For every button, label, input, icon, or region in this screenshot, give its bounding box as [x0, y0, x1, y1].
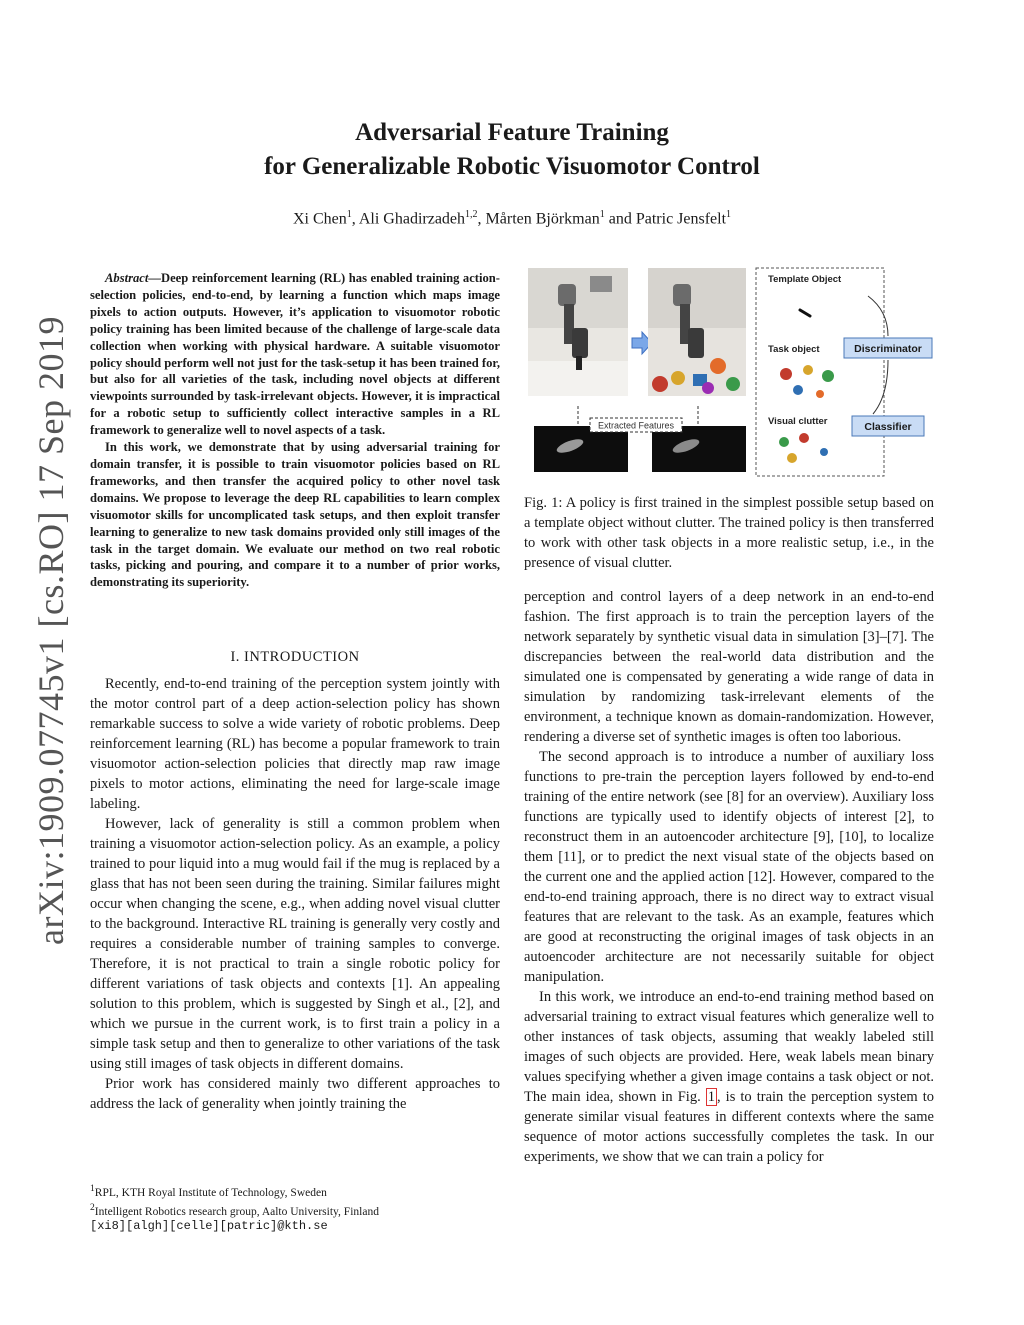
body-paragraph: The second approach is to introduce a number of auxiliary loss functions to pre-train the perception layers followed by end-to-end training of the entire network (see [8] for an overview). Auxiliary loss functions are typically used to identify objects of interest [2], to reconstruct them in an autoencoder architecture [9], [10], to localize them [11], or to predict the next visual state of the objects based on the current one and the applied action [12]. However, compared to the end-to-end training approach, there is no direct way to extract visual features that are relevant to the task. As an example, features which are good at reconstructing the original images of task objects in an autoencoder architecture are not necessarily suitable for object manipulation.	[524, 749, 934, 985]
figure-1	[528, 266, 936, 478]
abstract-paragraph-1	[90, 270, 500, 439]
robot-photo-clutter	[648, 268, 746, 396]
author-name: Mårten Björkman	[485, 210, 600, 228]
abstract-text-1: Deep reinforcement learning (RL) has enabled training action-selection policies, end-to-end, by learning a function which maps image pixels to action outputs. However, it’s application to visuomotor robotic policy training has been limited because of the challenge of large-scale data collection when working with physical hardware. A suitable visuomotor policy should perform well not just for the task-setup it has been trained for, but also for all varieties of the task, including novel objects at different viewpoints surrounded by task-irrelevant objects. However, it is impractical for a robotic setup to sufficiently collect interactive samples in a RL framework to generalize well to novel aspects of a task.	[90, 271, 500, 438]
template-object-label: Template Object	[768, 274, 842, 285]
body-paragraph: However, lack of generality is still a common problem when training a visuomotor action-selection policy. As an example, a policy trained to pour liquid into a mug would fail if the mug is replaced by a glass that has not been seen during the training. Similar failures might occur when changing the scene, e.g., when adding novel visual clutter to the background. Interactive RL training is generally very costly and requires a considerable number of training samples to converge. Therefore, it is not practical to train a single robotic policy for different variations of task objects and contexts [1]. An appealing solution to this problem, which is suggested by Singh et al., [2], and which we pursue in the current work, is to first train a policy in a simple task setup and then to generalize to other variations of the task using still images of task objects in different domains.	[90, 816, 500, 1072]
body-paragraph: perception and control layers of a deep network in an end-to-end fashion. The first approach is to train the perception layers of the network separately by synthetic visual data in simulation [3]–[7]. The discrepancies between the real-world data distribution and the simulated one is compensated by generating a wide range of data in simulation by randomizing task-irrelevant elements of the environment, a technique known as domain-randomization. However, rendering a diverse set of synthetic images is often too laborious.	[524, 589, 934, 745]
discriminator-label: Discriminator	[854, 343, 922, 355]
paper-title-line-2: for Generalizable Robotic Visuomotor Control	[264, 153, 760, 180]
footnote-mark: 2	[90, 1201, 95, 1213]
footnote-text: Intelligent Robotics research group, Aalto University, Finland	[94, 1205, 379, 1218]
object-panel	[756, 268, 884, 476]
author-name: Xi Chen	[292, 210, 347, 228]
footnotes	[90, 1182, 500, 1234]
author-list: Xi Chen$^1$, Ali Ghadirzadeh$^{1,2}$, Mårten Björkman$^1$ and Patric Jensfelt$^1$	[292, 209, 732, 228]
author-conjunction: and	[608, 210, 632, 228]
affiliation-mark: 1	[346, 209, 352, 220]
figure-1-caption: Fig. 1: A policy is first trained in the simplest possible setup based on a template object without clutter. The trained policy is then transferred to work with other task objects in a more realistic setup, i.e., in the presence of visual clutter.	[524, 495, 934, 571]
paper-title-line-1: Adversarial Feature Training	[355, 119, 669, 146]
robot-photo-template	[528, 268, 628, 396]
abstract-paragraph-2: In this work, we demonstrate that by using adversarial training for domain transfer, it is possible to train visuomotor policies based on RL frameworks, and then transfer the acquired policy to other novel task domains. We propose to leverage the deep RL capabilities to learn complex visuomotor skills for uncomplicated task setups, and then exploit transfer learning to generalize to new task domains provided only still images of the task in the target domain. We evaluate our method on two real robotic tasks, picking and pouring, and compare it to a number of prior works, demonstrating its superiority.	[90, 440, 500, 590]
author-name: Patric Jensfelt	[635, 210, 727, 228]
body-text: In this work, we introduce an end-to-end training method based on adversarial training to extract visual features which generalize well to other instances of task objects, assuming that weakly labeled still images of such objects are provided. Here, weak labels mean binary values specifying whether a given image contains a task object or not. The main idea, shown in Fig.	[524, 989, 934, 1105]
feature-map-clutter	[652, 426, 746, 472]
section-heading-introduction: I. INTRODUCTION	[230, 649, 360, 665]
affiliation-mark: 1	[726, 209, 732, 220]
footnote-1	[90, 1182, 500, 1201]
visual-clutter-label: Visual clutter	[768, 416, 828, 427]
abstract	[90, 270, 500, 591]
left-column-body	[90, 674, 500, 1114]
figure-1-diagram	[528, 266, 936, 478]
footnote-text: RPL, KTH Royal Institute of Technology, Sweden	[94, 1186, 327, 1199]
footnote-2	[90, 1201, 500, 1220]
author-emails: [xi8][algh][celle][patric]@kth.se	[90, 1219, 328, 1234]
right-column-body	[524, 587, 934, 1167]
affiliation-mark: 1,2	[465, 209, 478, 220]
affiliation-mark: 1	[599, 209, 605, 220]
arxiv-identifier: arXiv:1909.07745v1 [cs.RO] 17 Sep 2019	[31, 316, 71, 945]
footnote-mark: 1	[90, 1183, 95, 1194]
feature-map-template	[534, 426, 628, 472]
author-name: Ali Ghadirzadeh	[358, 210, 466, 228]
extracted-features-label: Extracted Features	[597, 420, 675, 431]
body-text: , is to train the perception system to generate similar visual features in different contexts where the same sequence of motor actions successfully completes the task. In our experiments, we show that we can train a policy for	[524, 1089, 934, 1165]
abstract-label: Abstract—	[105, 271, 161, 285]
classifier-label: Classifier	[864, 421, 912, 433]
body-paragraph	[524, 987, 934, 1167]
body-paragraph: Prior work has considered mainly two different approaches to address the lack of generality when jointly training the	[90, 1076, 500, 1112]
figure-reference-link[interactable]: 1	[707, 1089, 715, 1105]
task-object-label: Task object	[768, 344, 820, 355]
body-paragraph: Recently, end-to-end training of the perception system jointly with the motor control part of a deep action-selection policy has shown remarkable success to solve a wide variety of robotic problems. Deep reinforcement learning (RL) has become a popular framework to train visuomotor action-selection policies that directly map raw image pixels to motor actions, eliminating the need for large-scale image labeling.	[90, 676, 500, 812]
